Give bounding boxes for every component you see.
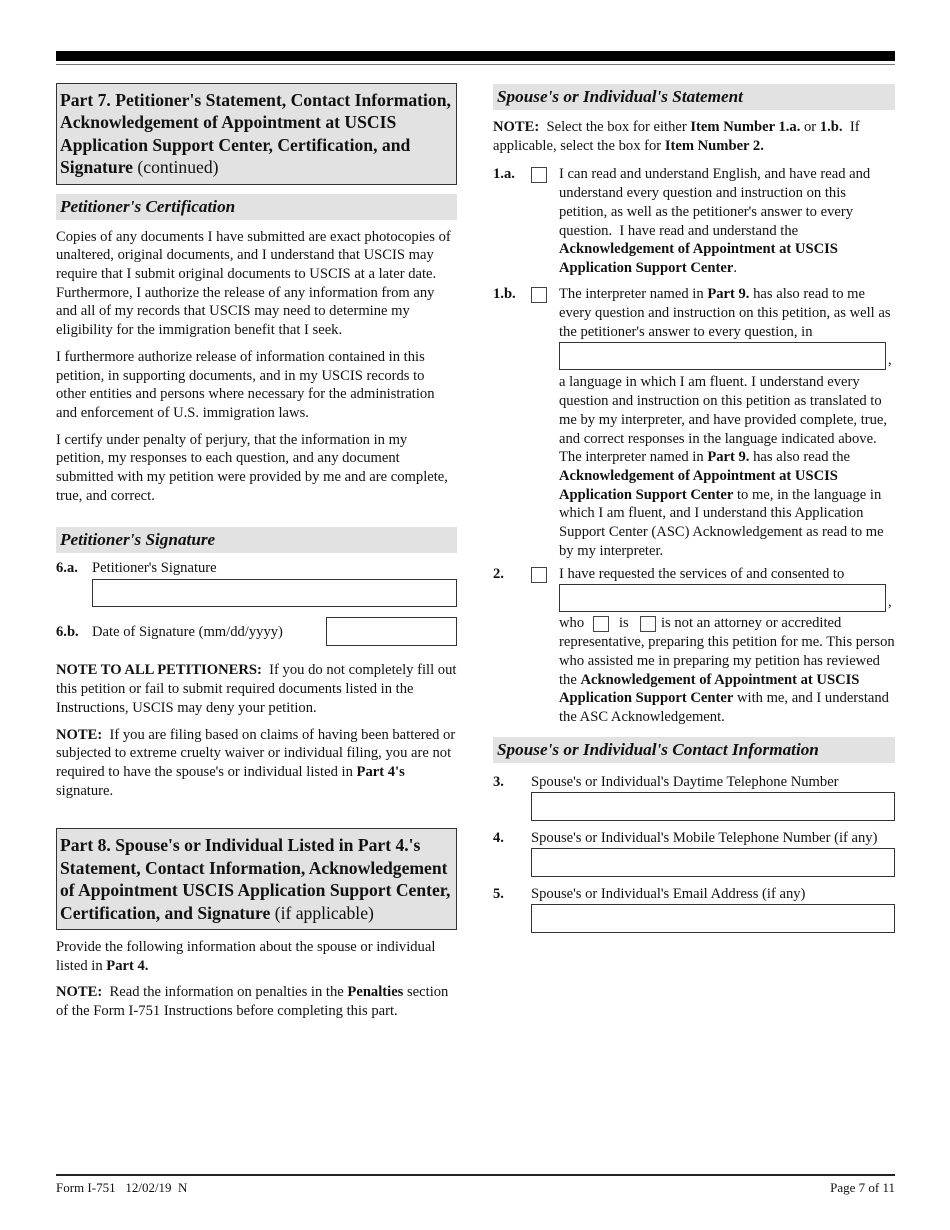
form-identifier: Form I-751 12/02/19 N <box>56 1180 188 1195</box>
note-part-4-ref: Part 4's <box>356 763 405 780</box>
date-of-signature-field[interactable] <box>326 617 457 646</box>
certification-paragraph-1: Copies of any documents I have submitted are exact photocopies of unaltered, original documents, and I understand that USCIS may require that I submit original documents to USCIS at a later date. Furthermore, I authorize the release of any information from any and all of my records that USCIS may need to determine my eligibility for the immigration benefit that I seek. <box>56 228 451 339</box>
item-2 <box>493 565 895 725</box>
item-6b <box>56 617 457 647</box>
item-2-ref: Item Number 2. <box>664 137 764 154</box>
statement-note <box>493 118 895 155</box>
item-1b-text-top <box>559 285 897 341</box>
item-2-t2: is not an attorney or accredited representative, preparing this petition for me. This person who assisted me in preparing my petition has reviewed the <box>559 615 895 688</box>
daytime-phone-label: Spouse's or Individual's Daytime Telephone Number <box>531 774 839 791</box>
part-7-title: Part 7. Petitioner's Statement, Contact Information, Acknowledgement of Appointment at USCIS Application Support Center, Certification, and Signature <box>60 90 451 178</box>
page-number: Page 7 of 11 <box>830 1180 895 1195</box>
mobile-phone-field[interactable] <box>531 848 895 877</box>
statement-note-text: Select the box for either <box>539 119 691 135</box>
contact-item-5 <box>493 885 895 933</box>
contact-item-3 <box>493 773 895 821</box>
who-label: who <box>559 615 585 632</box>
item-1b <box>493 285 895 559</box>
contact-heading: Spouse's or Individual's Contact Information <box>493 737 895 763</box>
item-6b-number: 6.b. <box>56 624 79 641</box>
part-7-title-suffix: (continued) <box>133 157 219 178</box>
statement-note-or: or <box>800 119 820 135</box>
provide-text: Provide the following information about the spouse or individual listed in <box>56 939 436 974</box>
statement-heading: Spouse's or Individual's Statement <box>493 84 895 110</box>
part-8-note <box>56 983 457 1020</box>
item-6b-label: Date of Signature (mm/dd/yyyy) <box>92 624 283 641</box>
item-1a-text <box>559 165 897 277</box>
item-1b-part-9-ref-2: Part 9. <box>707 449 750 466</box>
footer-rule <box>56 1174 895 1176</box>
right-column <box>493 84 895 933</box>
preparer-comma: , <box>888 594 892 611</box>
part-8-provide-info <box>56 938 457 975</box>
statement-note-text-2: If applicable, select the box for <box>493 119 864 154</box>
item-6a-label: Petitioner's Signature <box>92 560 217 577</box>
item-1a-period: . <box>733 259 737 276</box>
signature-heading: Petitioner's Signature <box>56 527 457 553</box>
part-8-title: Part 8. Spouse's or Individual Listed in Part 4.'s Statement, Contact Information, Acknowledgement of Appointment USCIS Application Support Center, Certification, and Signature <box>60 835 451 923</box>
item-1b-acknowledgement-ref: Acknowledgement of Appointment at USCIS Application Support Center <box>559 467 838 503</box>
daytime-phone-field[interactable] <box>531 792 895 821</box>
item-2-text-top: I have requested the services of and consented to <box>559 566 845 583</box>
provide-part-4-ref: Part 4. <box>106 957 149 974</box>
language-field[interactable] <box>559 342 886 370</box>
part-8-note-text-end: section of the Form I-751 Instructions before completing this part. <box>56 984 449 1020</box>
item-1b-t3: a language in which I am fluent. I understand every question and instruction on this petition as translated to me by my interpreter, and have provided complete, true, and correct responses in the language indicated above. The interpreter named in <box>559 374 888 466</box>
item-4-number: 4. <box>493 830 504 847</box>
email-label: Spouse's or Individual's Email Address (if any) <box>531 886 806 903</box>
note-text-end: signature. <box>56 782 114 799</box>
part-8-title-suffix: (if applicable) <box>270 902 374 923</box>
item-3-number: 3. <box>493 774 504 791</box>
item-1a-ref: Item Number 1.a. <box>690 119 801 135</box>
item-1a-body: I can read and understand English, and have read and understand every question and instruction on this petition, as well as the petitioner's answer to every question. I have read and understand the <box>559 166 874 239</box>
petitioner-signature-field[interactable] <box>92 579 457 607</box>
preparer-name-field[interactable] <box>559 584 886 612</box>
certification-heading: Petitioner's Certification <box>56 194 457 220</box>
note-to-all-label: NOTE TO ALL PETITIONERS: <box>56 662 262 679</box>
header-rule-thick <box>56 51 895 61</box>
part-8-note-label: NOTE: <box>56 984 103 1001</box>
item-1b-ref: 1.b. <box>819 119 843 135</box>
item-2-text-bottom <box>559 614 899 726</box>
certification-paragraph-2: I furthermore authorize release of information contained in this petition, in supporting documents, and in my USCIS records to other entities and persons where necessary for the administration and enforcement of U.S. immigration laws. <box>56 348 435 421</box>
certification-paragraph-3: I certify under penalty of perjury, that the information in my petition, my responses to each question, and any document submitted with my petition were provided by me and are complete, true, and correct. <box>56 431 448 504</box>
item-1a-checkbox[interactable] <box>531 167 547 183</box>
part-8-note-text: Read the information on penalties in the <box>102 984 348 1001</box>
email-field[interactable] <box>531 904 895 933</box>
item-5-number: 5. <box>493 886 504 903</box>
note-text: If you are filing based on claims of having been battered or subjected to extreme cruelty waiver or individual filing, you are not required to have the spouse's or individual listed in <box>56 726 459 780</box>
item-1b-t1: The interpreter named in <box>559 286 708 303</box>
part-8-header <box>56 828 457 930</box>
item-2-number: 2. <box>493 566 504 583</box>
item-1a-acknowledgement-ref: Acknowledgement of Appointment at USCIS Application Support Center <box>559 241 838 276</box>
header-rule-thin <box>56 64 895 65</box>
note-to-all-text: If you do not completely fill out this petition or fail to submit required documents listed in the Instructions, USCIS may deny your petition. <box>56 662 461 716</box>
item-1a <box>493 165 895 277</box>
note-to-all-petitioners <box>56 661 461 717</box>
item-2-checkbox[interactable] <box>531 567 547 583</box>
penalties-ref: Penalties <box>347 984 404 1001</box>
item-6a-number: 6.a. <box>56 560 78 577</box>
item-2-acknowledgement-ref: Acknowledgement of Appointment at USCIS Application Support Center <box>559 671 860 707</box>
item-2-t3: with me, and I understand the ASC Acknowledgement. <box>559 690 889 725</box>
note-battered <box>56 726 457 801</box>
note-label: NOTE: <box>56 726 103 743</box>
statement-note-label: NOTE: <box>493 119 540 135</box>
is-label: is <box>619 615 629 632</box>
item-1b-t4: has also read the <box>749 449 850 466</box>
item-1b-t5: to me, in the language in which I am fluent, and I understand this Application Support Center (ASC) Acknowledgement as read to me by my interpreter. <box>559 486 884 559</box>
item-6a <box>56 559 457 609</box>
item-1a-number: 1.a. <box>493 166 515 183</box>
item-1b-part-9-ref: Part 9. <box>707 286 750 303</box>
part-7-header <box>56 83 457 185</box>
item-1b-number: 1.b. <box>493 286 516 303</box>
item-1b-text-bottom <box>559 373 899 560</box>
left-column <box>56 83 461 1021</box>
language-comma: , <box>888 352 892 369</box>
contact-item-4 <box>493 829 895 877</box>
item-1b-t2: has also read to me every question and instruction on this petition, as well as the petitioner's answer to every question, in <box>559 286 891 340</box>
mobile-phone-label: Spouse's or Individual's Mobile Telephone Number (if any) <box>531 830 878 847</box>
item-1b-checkbox[interactable] <box>531 287 547 303</box>
